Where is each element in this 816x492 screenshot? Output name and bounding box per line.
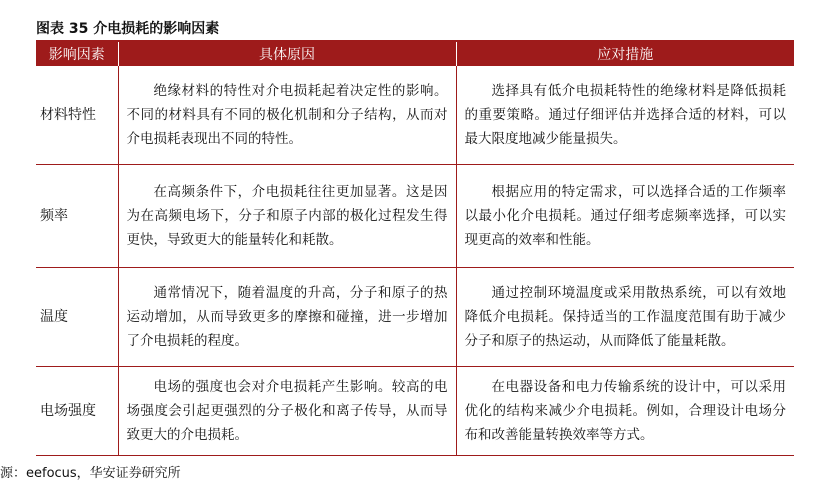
reason-cell: 电场的强度也会对介电损耗产生影响。较高的电场强度会引起更强烈的分子极化和离子传导，从而导致更大的介电损耗。 — [118, 367, 456, 456]
source-note: 源：eefocus，华安证券研究所 — [0, 466, 181, 481]
factor-cell: 温度 — [36, 268, 118, 367]
table-row — [36, 268, 794, 367]
reason-cell: 在高频条件下，介电损耗往往更加显著。这是因为在高频电场下，分子和原子内部的极化过程发生得更快，导致更大的能量转化和耗散。 — [118, 165, 456, 268]
reason-cell: 绝缘材料的特性对介电损耗起着决定性的影响。不同的材料具有不同的极化机制和分子结构，从而对介电损耗表现出不同的特性。 — [118, 66, 456, 165]
table-row — [36, 165, 794, 268]
factor-cell: 电场强度 — [36, 367, 118, 456]
measure-cell: 在电器设备和电力传输系统的设计中，可以采用优化的结构来减少介电损耗。例如，合理设计电场分布和改善能量转换效率等方式。 — [456, 367, 794, 456]
figure-title: 图表 35 介电损耗的影响因素 — [36, 21, 220, 37]
table-header-row — [36, 42, 794, 66]
header-factor: 影响因素 — [36, 42, 118, 66]
table-row — [36, 367, 794, 456]
measure-cell: 根据应用的特定需求，可以选择合适的工作频率以最小化介电损耗。通过仔细考虑频率选择，可以实现更高的效率和性能。 — [456, 165, 794, 268]
factor-cell: 材料特性 — [36, 66, 118, 165]
factors-table — [36, 42, 794, 456]
measure-cell: 选择具有低介电损耗特性的绝缘材料是降低损耗的重要策略。通过仔细评估并选择合适的材料，可以最大限度地减少能量损失。 — [456, 66, 794, 165]
header-measure: 应对措施 — [456, 42, 794, 66]
measure-cell: 通过控制环境温度或采用散热系统，可以有效地降低介电损耗。保持适当的工作温度范围有助于减少分子和原子的热运动，从而降低了能量耗散。 — [456, 268, 794, 367]
table-row — [36, 66, 794, 165]
reason-cell: 通常情况下，随着温度的升高，分子和原子的热运动增加，从而导致更多的摩擦和碰撞，进一步增加了介电损耗的程度。 — [118, 268, 456, 367]
factor-cell: 频率 — [36, 165, 118, 268]
header-reason: 具体原因 — [118, 42, 456, 66]
